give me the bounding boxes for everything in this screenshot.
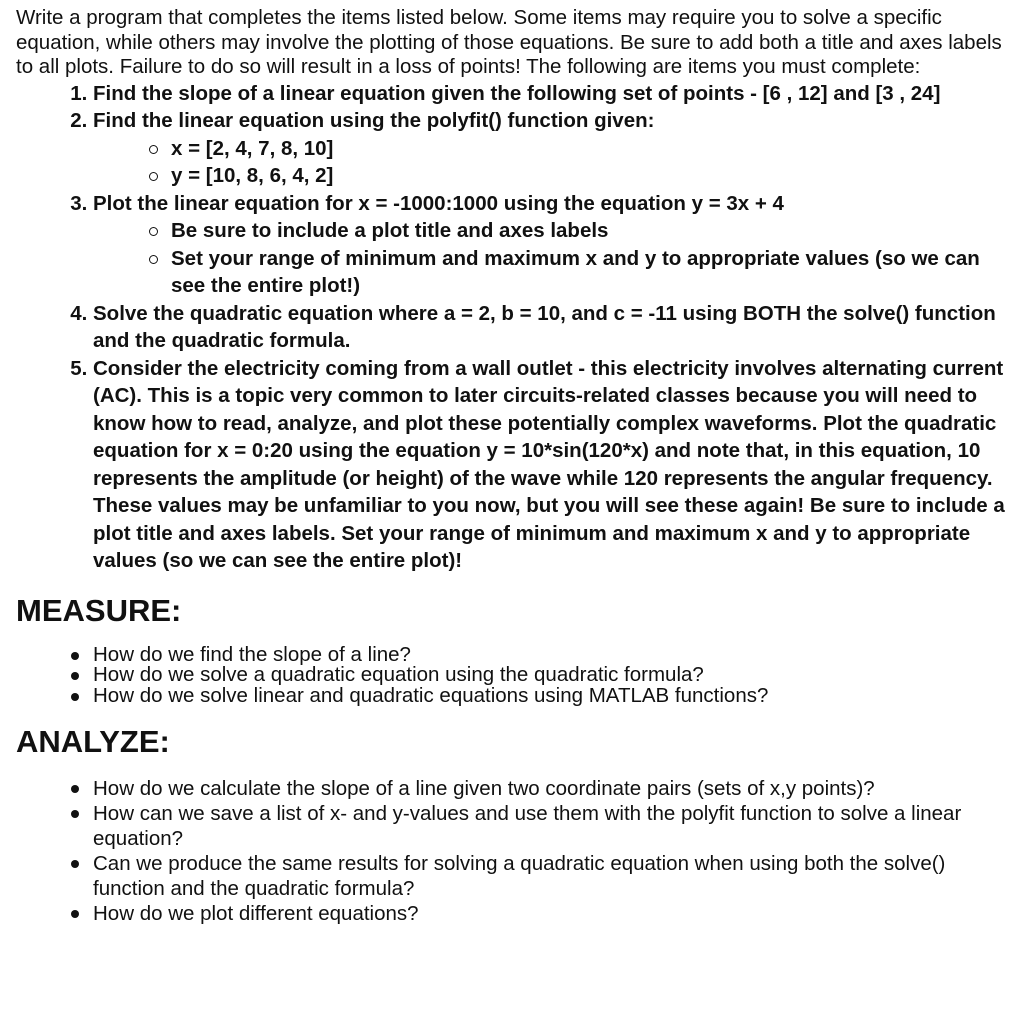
hollow-bullet-icon xyxy=(149,227,158,236)
task-item-1 xyxy=(93,80,1016,108)
list-item xyxy=(93,665,1016,686)
hollow-bullet-icon xyxy=(149,145,158,154)
bullet-icon xyxy=(71,672,79,680)
list-item xyxy=(93,901,1016,926)
list-item xyxy=(93,683,1016,707)
task-sublist xyxy=(93,135,1016,190)
analyze-question-list xyxy=(16,776,1016,926)
measure-heading: MEASURE: xyxy=(16,592,182,628)
subitem-text: Be sure to include a plot title and axes labels xyxy=(171,219,609,242)
question-text: How do we calculate the slope of a line given two coordinate pairs (sets of x,y points)? xyxy=(93,777,875,800)
bullet-icon xyxy=(71,910,79,918)
intro-paragraph: Write a program that completes the items listed below. Some items may require you to solve a specific equation, while others may involve the plotting of those equations. Be sure to add both a title and axes labels to all plots. Failure to do so will result in a loss of points! The following are items you must complete: xyxy=(16,6,1002,78)
question-text: How do we solve linear and quadratic equations using MATLAB functions? xyxy=(93,683,769,707)
task-text: Consider the electricity coming from a wall outlet - this electricity involves alternating current (AC). This is a topic very common to later circuits-related classes because you will need to know how to read, analyze, and plot these potentially complex waveforms. Plot the quadratic equation for x = 0:20 using the equation y = 10*sin(120*x) and note that, in this equation, 10 represents the amplitude (or height) of the wave while 120 represents the angular frequency. These values may be unfamiliar to you now, but you will see these again! Be sure to include a plot title and axes labels. Set your range of minimum and maximum x and y to appropriate values (so we can see the entire plot)! xyxy=(93,356,1005,572)
list-item xyxy=(93,776,1016,801)
subitem xyxy=(149,217,1016,245)
bullet-icon xyxy=(71,785,79,793)
hollow-bullet-icon xyxy=(149,172,158,181)
question-text: Can we produce the same results for solving a quadratic equation when using both the solve() function and the quadratic formula? xyxy=(93,852,946,900)
task-text: Solve the quadratic equation where a = 2, b = 10, and c = -11 using BOTH the solve() function and the quadratic formula. xyxy=(93,301,996,352)
analyze-heading: ANALYZE: xyxy=(16,724,170,759)
list-item xyxy=(93,642,1016,666)
subitem-text: x = [2, 4, 7, 8, 10] xyxy=(171,136,334,160)
list-item xyxy=(93,851,1016,901)
hollow-bullet-icon xyxy=(149,255,158,264)
task-list xyxy=(16,80,1016,575)
task-item-4 xyxy=(93,300,1016,355)
task-text: Find the linear equation using the polyfit() function given: xyxy=(93,109,655,132)
subitem-text: y = [10, 8, 6, 4, 2] xyxy=(171,164,334,187)
question-text: How can we save a list of x- and y-values and use them with the polyfit function to solve a linear equation? xyxy=(93,802,962,850)
bullet-icon xyxy=(71,860,79,868)
question-text: How do we plot different equations? xyxy=(93,902,419,925)
list-item xyxy=(93,801,1016,851)
question-text: How do we solve a quadratic equation using the quadratic formula? xyxy=(93,663,704,686)
task-item-5 xyxy=(93,355,1016,575)
document-page xyxy=(16,6,1016,926)
subitem-text: Set your range of minimum and maximum x and y to appropriate values (so we can see the entire plot!) xyxy=(171,246,980,297)
bullet-icon xyxy=(71,693,79,701)
task-item-2 xyxy=(93,107,1016,190)
measure-question-list xyxy=(16,642,1016,707)
task-text: Find the slope of a linear equation given the following set of points - [6 , 12] and [3 , 24] xyxy=(93,81,941,105)
task-text: Plot the linear equation for x = -1000:1000 using the equation y = 3x + 4 xyxy=(93,191,784,215)
task-sublist xyxy=(93,217,1016,300)
bullet-icon xyxy=(71,810,79,818)
question-text: How do we find the slope of a line? xyxy=(93,642,411,666)
bullet-icon xyxy=(71,652,79,660)
subitem xyxy=(149,162,1016,190)
subitem xyxy=(149,135,1016,163)
task-item-3 xyxy=(93,190,1016,300)
subitem xyxy=(149,245,1016,300)
